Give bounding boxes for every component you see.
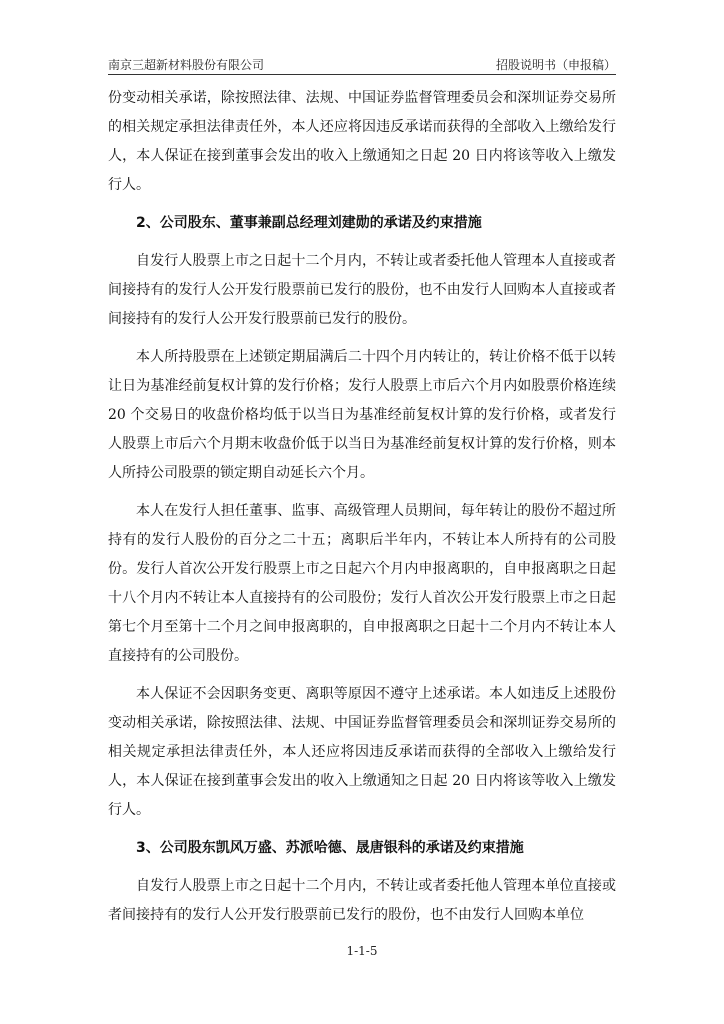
page-header [108,54,616,74]
document-body [108,84,616,939]
header-company-name: 南京三超新材料股份有限公司 [108,58,265,72]
paragraph-lockup-12-months: 自发行人股票上市之日起十二个月内，不转让或者委托他人管理本人直接或者间接持有的发行人公开发行股票前已发行的股份，也不由发行人回购本人直接或者间接持有的发行人公开发行股票前已发行的股份。 [108,253,616,327]
paragraph-transfer-price: 本人所持股票在上述锁定期届满后二十四个月内转让的，转让价格不低于以转让日为基准经前复权计算的发行价格；发行人股票上市后六个月内如股票价格连续 20 个交易日的收盘价格均低于以当日为基准经前复权计算的发行价格，或者发行人股票上市后六个月期末收盘价低于以当日为基准经前复权计算的发行价格，则本人所持公司股票的锁定期自动延长六个月。 [108,349,616,481]
paragraph-director-transfer-limit: 本人在发行人担任董事、监事、高级管理人员期间，每年转让的股份不超过所持有的发行人股份的百分之二十五；离职后半年内，不转让本人所持有的公司股份。发行人首次公开发行股票上市之日起六个月内申报离职的，自申报离职之日起十八个月内不转让本人直接持有的公司股份；发行人首次公开发行股票上市之日起第七个月至第十二个月之间申报离职的，自申报离职之日起十二个月内不转让本人直接持有的公司股份。 [108,503,616,664]
header-divider [108,74,616,75]
section-heading-3: 3、公司股东凯风万盛、苏派哈德、晟唐银科的承诺及约束措施 [136,840,524,856]
paragraph-continuation: 份变动相关承诺，除按照法律、法规、中国证券监督管理委员会和深圳证券交易所的相关规定承担法律责任外，本人还应将因违反承诺而获得的全部收入上缴给发行人，本人保证在接到董事会发出的收入上缴通知之日起 20 日内将该等收入上缴发行人。 [108,90,616,193]
page-number: 1-1-5 [346,944,378,958]
section-heading-2: 2、公司股东、董事兼副总经理刘建勋的承诺及约束措施 [136,215,482,231]
paragraph-unit-lockup: 自发行人股票上市之日起十二个月内，不转让或者委托他人管理本单位直接或者间接持有的发行人公开发行股票前已发行的股份，也不由发行人回购本单位 [108,878,616,923]
paragraph-compliance-guarantee: 本人保证不会因职务变更、离职等原因不遵守上述承诺。本人如违反上述股份变动相关承诺，除按照法律、法规、中国证券监督管理委员会和深圳证券交易所的相关规定承担法律责任外，本人还应将因违反承诺而获得的全部收入上缴给发行人，本人保证在接到董事会发出的收入上缴通知之日起 20 日内将该等收入上缴发行人。 [108,686,616,818]
header-document-title: 招股说明书（申报稿） [495,58,616,72]
